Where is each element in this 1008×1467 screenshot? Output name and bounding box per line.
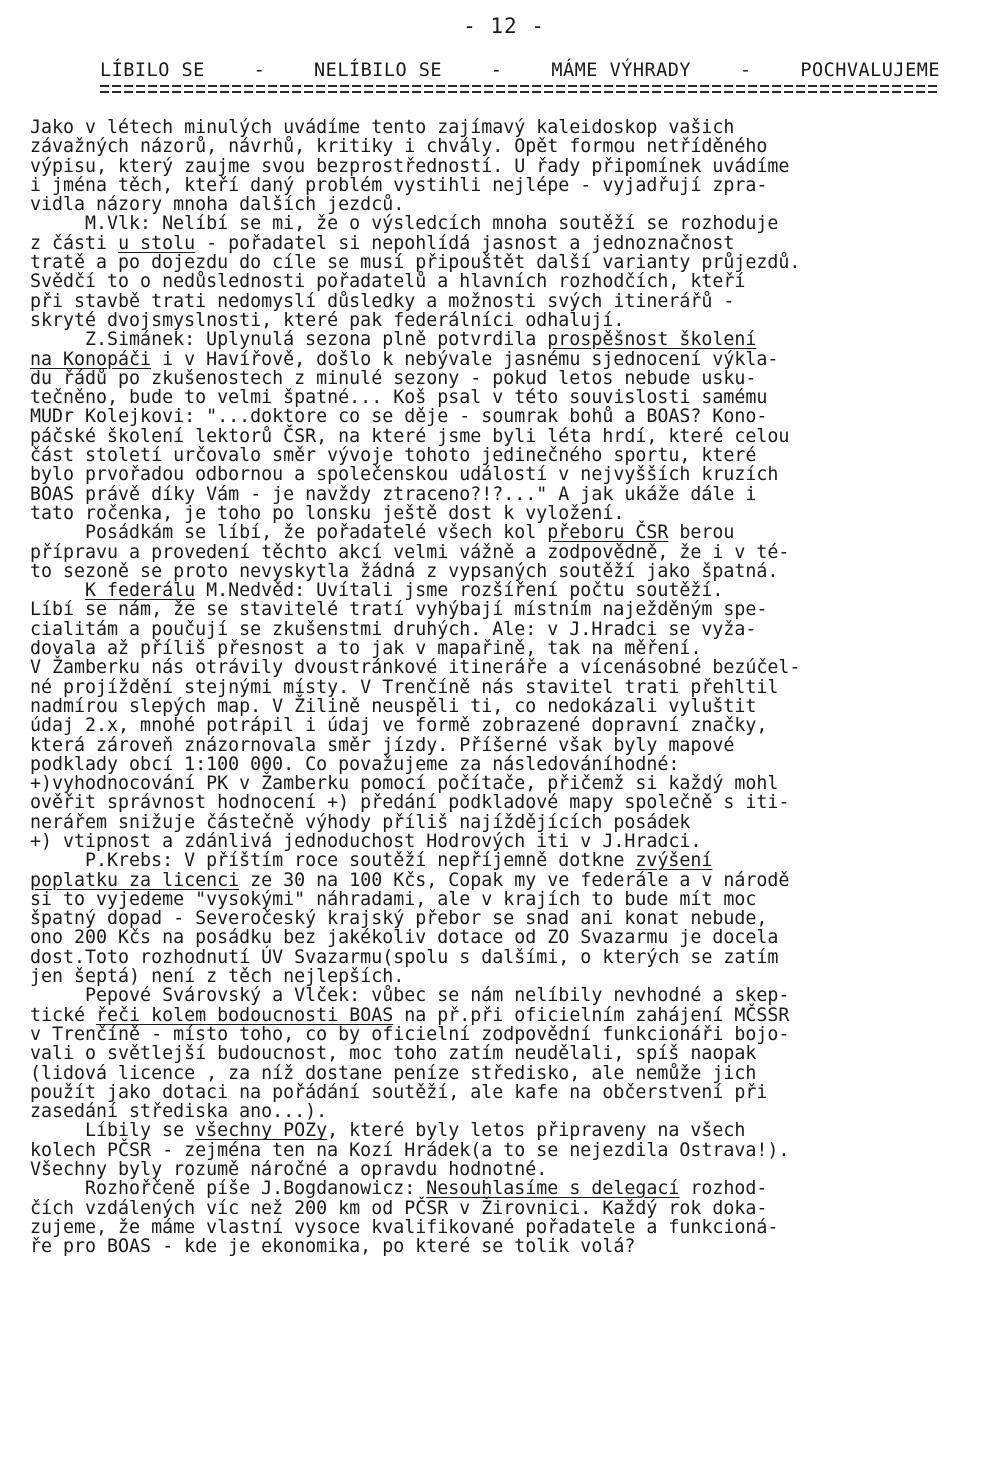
text-segment: si to vyjedeme "vysokými" náhradami, ale v krajích to bude mít moc [30,888,757,910]
text-line [30,446,980,465]
text-line [30,272,980,291]
text-segment: to sezoně se proto nevyskytla žádná z vypsaných soutěží jako špatná. [30,560,779,582]
body-text [30,118,980,1257]
underlined-phrase: prospěšnost školení [547,329,757,351]
text-segment: - pořadatel si nepohlídá jasnost a jednoznačnost [195,232,735,254]
text-segment: vali o světlejší budoucnost, moc toho zatím neudělali, spíš naopak [30,1043,757,1065]
text-segment: tratě a po dojezdu do cíle se musí připouštět další varianty průjezdů. [30,252,801,274]
text-line [30,851,980,870]
text-segment: cialitám a poučují se zkušenstmi druhých. Ale: v J.Hradci se vyža- [30,618,757,640]
text-segment: tato ročenka, je toho po lonsku ještě dost k vyložení. [30,502,625,524]
text-segment: páčské školení lektorů ČSR, na které jsme byli léta hrdí, které celou [30,425,790,447]
text-line [30,543,980,562]
text-line [30,1160,980,1179]
heading-item: POCHVALUJEME [800,60,940,81]
text-segment: ze 30 na 100 Kčs, Copak my ve federále a v národě [239,869,790,891]
text-segment: Rozhořčeně píše J.Bogdanowicz: [30,1178,427,1200]
text-segment: dost.Toto rozhodnutí ÚV Svazarmu(spolu s dalšími, o kterých se zatím [30,946,779,968]
text-line [30,427,980,446]
text-line [30,1044,980,1063]
text-segment: M.Vlk: Nelíbí se mi, že o výsledcích mnoha soutěží se rozhoduje [30,213,779,235]
text-line [30,986,980,1005]
text-line [30,1237,980,1256]
text-segment: Všechny byly rozumě náročné a opravdu hodnotné. [30,1159,548,1181]
text-segment [30,580,85,601]
text-line [30,639,980,658]
text-segment: du řádů po zkušenostech z minulé sezony - pokud letos nebude usku- [30,367,757,389]
text-segment: přípravu a provedení těchto akcí velmi vážně a zodpovědně, že i v té- [30,541,790,563]
text-line [30,311,980,330]
text-segment: jen šeptá) není z těch nejlepších. [30,966,405,988]
text-line [30,620,980,639]
text-segment: z části [30,232,119,254]
text-segment: V Žamberku nás otrávily dvoustránkové itineráře a vícenásobné bezúčel- [30,657,801,679]
text-line [30,234,980,253]
text-segment: BOAS právě díky Vám - je navždy ztraceno?!?..." A jak ukáže dále i [30,483,757,505]
text-segment: ověřit správnost hodnocení +) předání podkladové mapy společně s iti- [30,792,790,814]
text-line [30,1083,980,1102]
text-segment: +) vtipnost a zdánlivá jednoduchost Hodrových iti v J.Hradci. [30,830,702,852]
underlined-phrase: řeči kolem bodoucnosti BOAS [96,1004,394,1026]
text-line [30,562,980,581]
text-line [30,736,980,755]
text-line [30,485,980,504]
text-segment: údaj 2.x, mnohé potrápil i údaj ve formě zobrazené dopravní značky, [30,715,768,737]
text-segment: v Trenčíně - místo toho, co by oficielní zodpovědní funkcionáři bojo- [30,1023,790,1045]
text-segment: část století určovalo směr vývoje tohoto jedinečného sportu, které [30,445,757,467]
text-line [30,658,980,677]
text-line [30,832,980,851]
text-segment: čích vzdálených víc než 200 km od PČSR v Žirovnici. Každý rok doka- [30,1197,768,1219]
text-segment: použít jako dotaci na pořádání soutěží, ale kafe na občerstvení při [30,1081,768,1103]
text-segment: berou [668,522,735,544]
text-line [30,1102,980,1121]
underlined-phrase: Nesouhlasíme s delegací [426,1178,680,1200]
underlined-phrase: přeboru ČSR [547,522,669,544]
text-line [30,793,980,812]
text-line [30,350,980,369]
text-segment: i v Havířově, došlo k nebývale jasnému sjednocení výkla- [151,348,779,370]
underlined-phrase: všechny POZy [195,1120,328,1142]
text-line [30,967,980,986]
text-line [30,253,980,272]
text-line [30,716,980,735]
text-line [30,600,980,619]
text-line [30,137,980,156]
underlined-phrase: na Konopáči [30,348,152,370]
heading-item: NELÍBILO SE [314,60,443,81]
text-segment: nerářem snižuje částečně výhody příliš najíždějících posádek [30,811,691,833]
text-segment: P.Krebs: V příštím roce soutěží nepříjemně dotkne [30,850,636,872]
text-line [30,1006,980,1025]
text-line [30,697,980,716]
text-line [30,774,980,793]
heading-separator: - [490,60,503,81]
text-segment: která zároveň znázornovala směr jízdy. Příšerné však byly mapové [30,734,735,756]
text-line [30,465,980,484]
text-segment: zujeme, že máme vlastní vysoce kvalifikované pořadatele a funkcioná- [30,1216,779,1238]
text-segment: Posádkám se líbí, že pořadatelé všech kol [30,522,548,544]
underlined-phrase: K federálu [85,580,196,602]
text-segment: rozhod- [679,1178,768,1200]
text-line [30,176,980,195]
text-segment: nadmírou slepých map. V Žilině neuspěli ti, co nedokázali vyluštit [30,695,757,717]
text-line [30,1121,980,1140]
heading-item: LÍBILO SE [100,60,205,81]
text-line [30,813,980,832]
underlined-phrase: u stolu [118,232,196,254]
text-segment: Líbí se nám, že se stavitelé tratí vyhýbají místním naježděným spe- [30,599,768,621]
text-line [30,195,980,214]
text-line [30,523,980,542]
text-segment: M.Nedvěd: Uvítali jsme rozšíření počtu soutěží. [195,580,724,602]
text-segment: ře pro BOAS - kde je ekonomika, po které se tolik volá? [30,1236,636,1258]
text-line [30,581,980,600]
text-line [30,948,980,967]
text-segment: na př.při oficielním zahájení MČSSR [393,1004,790,1026]
text-segment: Z.Simánek: Uplynulá sezona plně potvrdila [30,329,548,351]
underlined-phrase: poplatku za licenci [30,869,240,891]
text-line [30,1025,980,1044]
text-segment: dovala až příliš přesnost a to jak v mapařině, tak na měření. [30,638,702,660]
heading-separator: - [253,60,266,81]
text-line [30,1218,980,1237]
text-line [30,1064,980,1083]
double-rule-divider [100,83,940,97]
text-segment: zasedání střediska ano...). [30,1101,328,1123]
text-segment: ono 200 Kčs na posádku bez jakékoliv dotace od ZO Svazarmu je docela [30,927,779,949]
text-line [30,678,980,697]
text-line [30,1199,980,1218]
text-segment: Jako v létech minulých uvádíme tento zajímavý kaleidoskop vašich [30,117,735,138]
text-segment: tečněno, bude to velmi špatné... Koš psal v této souvislosti samému [30,387,768,409]
text-line [30,871,980,890]
text-segment: i jména těch, kteří daný problém vystihli nejlépe - vyjadřují zpra- [30,174,768,196]
heading-item: MÁME VÝHRADY [551,60,692,81]
text-line [30,928,980,947]
text-line [30,909,980,928]
text-line [30,388,980,407]
text-line [30,330,980,349]
text-segment: né projíždění stejnými místy. V Trenčíně nás stavitel trati přehltil [30,676,779,698]
page-number: - 12 - [463,14,545,38]
text-segment: +)vyhodnocování PK v Žamberku pomocí počítače, přičemž si každý mohl [30,773,779,795]
text-line [30,890,980,909]
text-line [30,369,980,388]
text-segment: skryté dvojsmyslnosti, které pak federálníci odhalují. [30,309,625,331]
text-line [30,1179,980,1198]
text-segment: MUDr Kolejkovi: "...doktore co se děje - soumrak bohů a BOAS? Kono- [30,406,768,428]
text-line [30,407,980,426]
text-line [30,504,980,523]
text-segment: tické [30,1004,97,1026]
text-segment: při stavbě trati nedomyslí důsledky a možnosti svých itinerářů - [30,290,735,312]
text-segment: Svědčí to o nedůslednosti pořadatelů a hlavních rozhodčích, kteří [30,271,746,293]
underlined-phrase: zvýšení [635,850,713,872]
text-line [30,1141,980,1160]
section-heading [100,60,940,81]
text-segment: , které byly letos připraveny na všech [327,1120,746,1142]
text-line [30,157,980,176]
text-segment: bylo prvořadou odbornou a společenskou událostí v nejvyšších kruzích [30,464,779,486]
text-segment: Pepové Svárovský a Vlček: vůbec se nám nelíbily nevhodné a skep- [30,985,790,1007]
text-segment: výpisu, který zaujme svou bezprostředností. U řady připomínek uvádíme [30,155,790,177]
text-line [30,214,980,233]
text-segment: kolech PČSR - zejména ten na Kozí Hrádek(a to se nejezdila Ostrava!). [30,1139,790,1161]
text-segment: Líbily se [30,1120,196,1142]
text-line [30,118,980,137]
text-line [30,755,980,774]
text-segment: podklady obcí 1:100 000. Co považujeme za následováníhodné: [30,753,680,775]
text-segment: špatný dopad - Severočeský krajský přebor se snad ani konat nebude, [30,908,768,930]
text-segment: (lidová licence , za níž dostane peníze středisko, ale nemůže jich [30,1062,757,1084]
text-segment: závažných názorů, návrhů, kritiky i chvály. Opět formou netříděného [30,136,768,158]
heading-separator: - [739,60,752,81]
text-line [30,292,980,311]
text-segment: vidla názory mnoha dalších jezdců. [30,194,405,216]
